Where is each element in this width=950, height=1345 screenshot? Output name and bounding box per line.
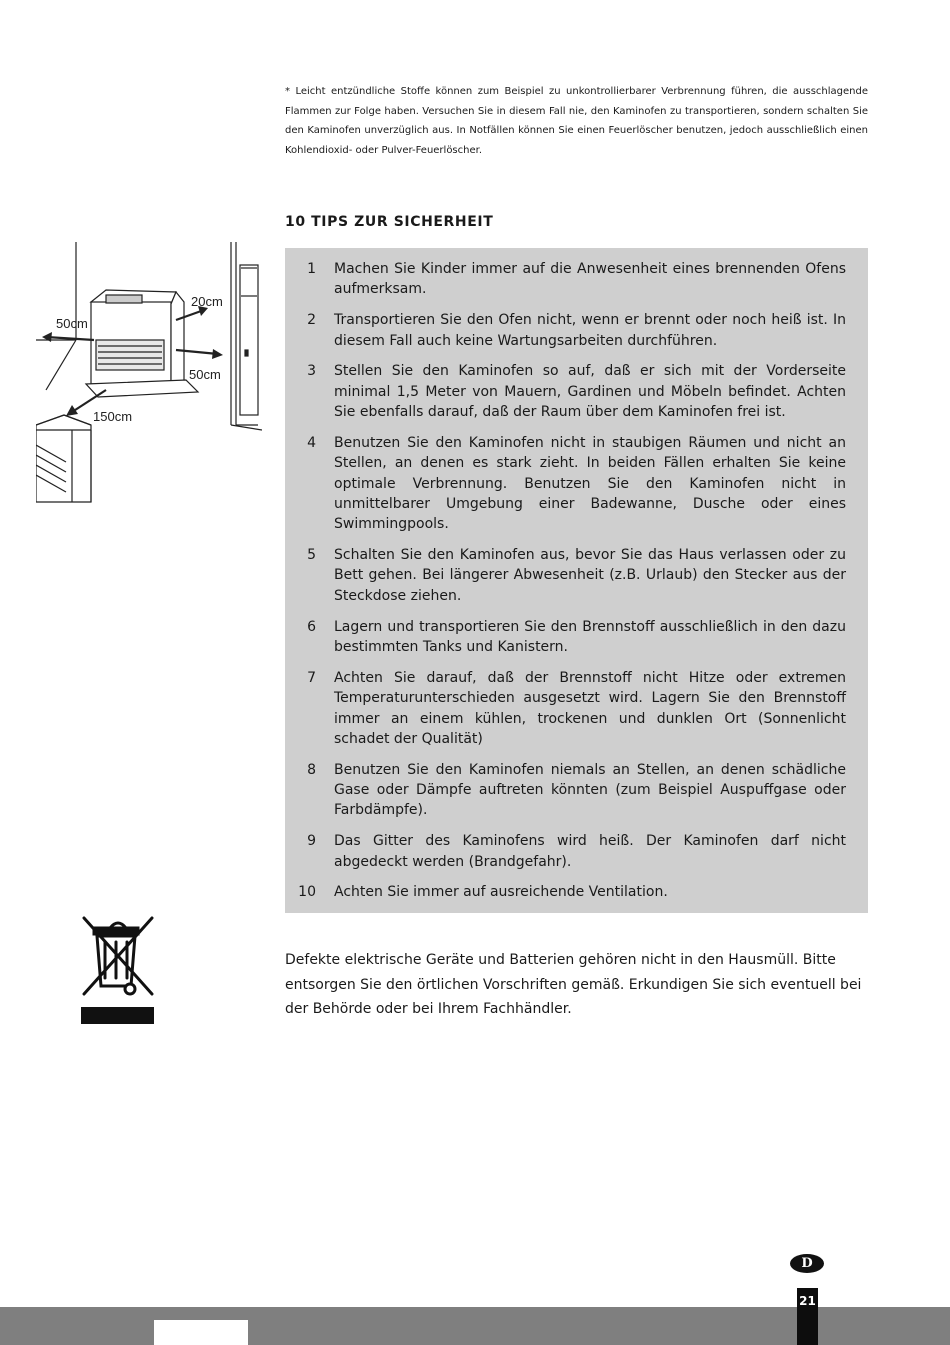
stove-clearance-illustration (36, 240, 262, 505)
tip-item (285, 831, 846, 872)
language-badge: D (790, 1254, 824, 1273)
tip-item (285, 361, 846, 422)
label-left-clearance: 50cm (56, 316, 88, 331)
tips-heading: 10 TIPS ZUR SICHERHEIT (285, 214, 494, 230)
tip-number: 6 (307, 618, 316, 635)
tip-text: Lagern und transportieren Sie den Brennstoff ausschließlich in den dazu bestimmten Tanks und Kanistern. (334, 618, 846, 655)
tip-item (285, 545, 846, 606)
tip-number: 5 (307, 547, 316, 564)
tip-number: 8 (307, 761, 316, 778)
tips-list (285, 248, 868, 913)
page-number: 21 (797, 1288, 818, 1345)
tip-number: 2 (307, 312, 316, 329)
tip-text: Achten Sie immer auf ausreichende Ventilation. (334, 884, 668, 901)
tip-number: 4 (307, 434, 316, 451)
label-right-clearance: 50cm (189, 367, 221, 382)
tip-text: Machen Sie Kinder immer auf die Anwesenheit eines brennenden Ofens aufmerksam. (334, 261, 846, 298)
tip-item (285, 433, 846, 535)
tip-text: Schalten Sie den Kaminofen aus, bevor Sie das Haus verlassen oder zu Bett gehen. Bei längerer Abwesenheit (z.B. Urlaub) den Stecker aus der Steckdose ziehen. (334, 547, 846, 604)
tip-item (285, 617, 846, 658)
stove-body (86, 290, 198, 397)
label-front-clearance: 150cm (93, 409, 133, 424)
weee-bin-icon (80, 912, 156, 1026)
tip-item (285, 760, 846, 821)
tip-text: Benutzen Sie den Kaminofen nicht in staubigen Räumen und nicht an Stellen, an denen es stark zieht. In beiden Fällen erhalten Sie keine optimale Verbrennung. Benutzen Sie den Kaminofen nicht in unmittelbarer Umgebung einer Badewanne, Dusche oder eines Swimmingpools. (334, 434, 846, 533)
tip-item (285, 259, 846, 300)
tip-number: 1 (307, 261, 316, 277)
disposal-text: Defekte elektrische Geräte und Batterien gehören nicht in den Hausmüll. Bitte entsorgen Sie den örtlichen Vorschriften gemäß. Erkundigen Sie sich eventuell bei der Behörde oder bei Ihrem Fachhändler. (285, 952, 862, 1017)
tip-number: 7 (307, 669, 316, 686)
tip-item (285, 310, 846, 351)
tip-item (285, 668, 846, 750)
tip-item (285, 882, 846, 902)
tip-number: 3 (307, 363, 316, 380)
label-back-clearance: 20cm (191, 294, 223, 309)
footnote: * Leicht entzündliche Stoffe können zum Beispiel zu unkontrollierbarer Verbrennung führen, die ausschlagende Flammen zur Folge haben. Versuchen Sie in diesem Fall nie, den Kaminofen zu transportieren, sondern schalten Sie den Kaminofen unverzüglich aus. In Notfällen können Sie einen Feuerlöscher benutzen, jedoch ausschließlich einen Kohlendioxid- oder Pulver-Feuerlöscher. (285, 86, 868, 156)
tip-text: Benutzen Sie den Kaminofen niemals an Stellen, an denen schädliche Gase oder Dämpfe auftreten könnten (zum Beispiel Auspuffgase oder Farbdämpfe). (334, 761, 846, 819)
tip-text: Stellen Sie den Kaminofen so auf, daß er sich mit der Vorderseite minimal 1,5 Meter von Mauern, Gardinen und Möbeln befindet. Achten Sie ebenfalls darauf, daß der Raum über dem Kaminofen frei ist. (334, 363, 846, 421)
tip-text: Achten Sie darauf, daß der Brennstoff nicht Hitze oder extremen Temperaturunterschieden ausgesetzt wird. Lagern Sie den Brennstoff immer an einem kühlen, trockenen und dunklen Ort (Sonnenlicht schadet der Qualität) (334, 669, 846, 747)
tip-number: 10 (298, 884, 316, 901)
tip-text: Das Gitter des Kaminofens wird heiß. Der Kaminofen darf nicht abgedeckt werden (Brandgefahr). (334, 833, 846, 870)
footer-block (154, 1320, 248, 1345)
tip-number: 9 (307, 833, 316, 850)
tip-text: Transportieren Sie den Ofen nicht, wenn er brennt oder noch heiß ist. In diesem Fall auch keine Wartungsarbeiten durchführen. (334, 312, 846, 349)
